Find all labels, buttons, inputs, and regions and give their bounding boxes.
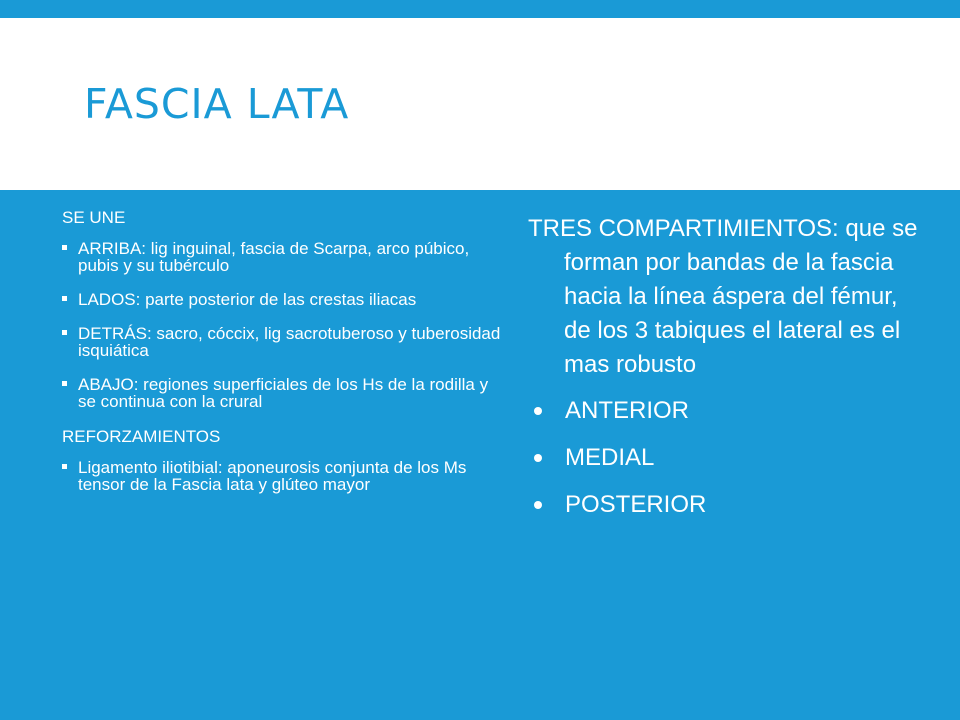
compartments-intro: TRES COMPARTIMIENTOS: que se forman por bandas de la fascia hacia la línea áspera del fémur, de los 3 tabiques el lateral es el mas robusto xyxy=(528,215,918,378)
list-item-text: MEDIAL xyxy=(565,444,655,471)
round-bullet-icon xyxy=(534,454,542,462)
right-content-column xyxy=(528,212,928,535)
list-item-text: LADOS: parte posterior de las crestas iliacas xyxy=(78,290,417,309)
list-item-text: ARRIBA: lig inguinal, fascia de Scarpa, arco púbico, pubis y su tubérculo xyxy=(78,239,470,275)
list-item-text: POSTERIOR xyxy=(565,491,707,518)
square-bullet-icon xyxy=(62,296,67,301)
round-bullet-icon xyxy=(534,501,542,509)
list-item-ligamento-iliotibial xyxy=(62,459,510,493)
list-item-detras xyxy=(62,325,510,359)
title-area xyxy=(0,18,960,190)
list-item-anterior xyxy=(528,394,928,428)
slide-title: FASCIA LATA xyxy=(84,80,350,128)
list-item-text: Ligamento iliotibial: aponeurosis conjunta de los Ms tensor de la Fascia lata y glúteo mayor xyxy=(78,458,467,494)
square-bullet-icon xyxy=(62,464,67,469)
square-bullet-icon xyxy=(62,330,67,335)
square-bullet-icon xyxy=(62,381,67,386)
list-item-posterior xyxy=(528,488,928,522)
list-item-text: ANTERIOR xyxy=(565,397,690,424)
top-accent-band xyxy=(0,0,960,18)
list-item-arriba xyxy=(62,240,510,274)
list-item-lados xyxy=(62,291,510,308)
round-bullet-icon xyxy=(534,407,542,415)
list-item-text: ABAJO: regiones superficiales de los Hs de la rodilla y se continua con la crural xyxy=(78,375,489,411)
list-item-text: DETRÁS: sacro, cóccix, lig sacrotuberoso y tuberosidad isquiática xyxy=(78,324,501,360)
left-content-column xyxy=(62,208,510,510)
list-item-abajo xyxy=(62,376,510,410)
square-bullet-icon xyxy=(62,245,67,250)
list-item-medial xyxy=(528,441,928,475)
section-heading-se-une: SE UNE xyxy=(62,208,126,227)
section-heading-reforzamientos: REFORZAMIENTOS xyxy=(62,427,221,446)
